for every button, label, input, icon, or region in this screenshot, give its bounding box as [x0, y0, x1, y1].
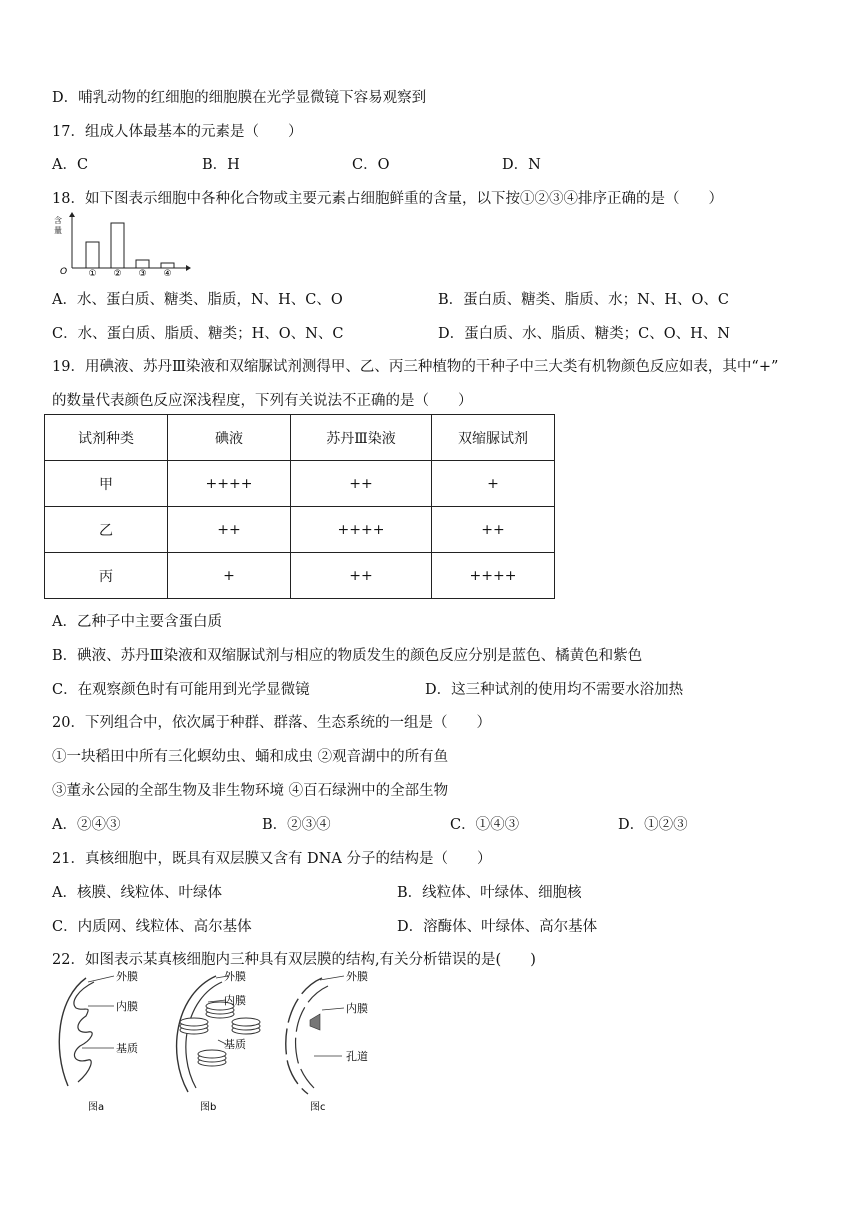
q20-option-a: A．②④③ — [52, 817, 121, 833]
q19-option-b: B．碘液、苏丹Ⅲ染液和双缩脲试剂与相应的物质发生的颜色反应分别是蓝色、橘黄色和紫色 — [52, 648, 643, 664]
q20-option-b: B．②③④ — [262, 817, 331, 833]
q18-option-d: D．蛋白质、水、脂质、糖类；C、O、H、N — [438, 326, 730, 342]
table-row — [45, 461, 555, 507]
nuclear-pore-marker — [310, 1014, 320, 1030]
q21-option-a: A．核膜、线粒体、叶绿体 — [52, 885, 222, 901]
q18-bar-chart — [52, 212, 192, 278]
table-cell: + — [432, 461, 555, 507]
chart-bar-1 — [86, 242, 99, 268]
q20-items-3-4: ③董永公园的全部生物及非生物环境 ④百石绿洲中的全部生物 — [52, 783, 449, 799]
q21-option-b: B．线粒体、叶绿体、细胞核 — [397, 885, 582, 901]
label-inner: 内膜 — [116, 1000, 138, 1013]
q17-option-c: C．O — [352, 157, 390, 173]
chart-ylabel-bottom: 量 — [54, 226, 62, 235]
q20-option-d: D．①②③ — [618, 817, 688, 833]
table-cell: ++++ — [291, 507, 432, 553]
table-row — [45, 507, 555, 553]
q22-figure — [48, 968, 388, 1116]
figure-b-chloroplast — [177, 969, 260, 1113]
table-cell: ++++ — [168, 461, 291, 507]
chart-category-label-1: ① — [88, 269, 97, 278]
q19-option-d: D．这三种试剂的使用均不需要水浴加热 — [425, 682, 684, 698]
q17-option-b: B．H — [202, 157, 240, 173]
label-outer: 外膜 — [346, 970, 368, 983]
q18-option-c: C．水、蛋白质、脂质、糖类；H、O、N、C — [52, 326, 344, 342]
table-header-cell: 双缩脲试剂 — [432, 415, 555, 461]
label-inner: 内膜 — [224, 994, 246, 1007]
leader-line — [88, 976, 114, 982]
table-cell: ++ — [291, 553, 432, 599]
table-cell: ++++ — [432, 553, 555, 599]
caption-a: 图a — [88, 1102, 105, 1113]
q19-stem-line1: 19．用碘液、苏丹Ⅲ染液和双缩脲试剂测得甲、乙、丙三种植物的干种子中三大类有机物颜色反应如表，其中“+” — [52, 359, 779, 375]
caption-c: 图c — [310, 1102, 326, 1113]
q19-option-a: A．乙种子中主要含蛋白质 — [52, 614, 222, 630]
q21-stem: 21．真核细胞中，既具有双层膜又含有 DNA 分子的结构是（ ） — [52, 851, 492, 867]
q21-option-d: D．溶酶体、叶绿体、高尔基体 — [397, 919, 598, 935]
leader-line — [322, 1008, 344, 1010]
table-cell: ++ — [168, 507, 291, 553]
q17-option-d: D．N — [502, 157, 541, 173]
table-cell: ++ — [291, 461, 432, 507]
chloro-inner-membrane — [186, 982, 222, 1088]
label-matrix: 基质 — [116, 1042, 138, 1055]
figure-a-mitochondrion — [59, 969, 138, 1113]
q16-option-d: D．哺乳动物的红细胞的细胞膜在光学显微镜下容易观察到 — [52, 90, 427, 106]
table-header-cell: 碘液 — [168, 415, 291, 461]
label-inner: 内膜 — [346, 1002, 368, 1015]
chart-category-label-4: ④ — [163, 269, 172, 278]
nucleus-inner-membrane — [296, 986, 328, 1088]
chart-bar-4 — [161, 263, 174, 268]
table-cell: ++ — [432, 507, 555, 553]
q17-stem: 17．组成人体最基本的元素是（ ） — [52, 124, 303, 140]
figure-c-nuclear-envelope — [286, 969, 368, 1113]
chart-category-label-2: ② — [113, 269, 122, 278]
q19-table — [44, 414, 555, 599]
label-outer: 外膜 — [224, 970, 246, 983]
q20-option-c: C．①④③ — [450, 817, 520, 833]
q18-stem: 18．如下图表示细胞中各种化合物或主要元素占细胞鲜重的含量，以下按①②③④排序正确的是（ ） — [52, 191, 723, 207]
table-header-cell: 苏丹Ⅲ染液 — [291, 415, 432, 461]
chart-x-arrow — [186, 265, 191, 271]
table-header-row — [45, 415, 555, 461]
table-cell: 丙 — [45, 553, 168, 599]
table-row — [45, 553, 555, 599]
q18-option-b: B．蛋白质、糖类、脂质、水；N、H、O、C — [438, 292, 729, 308]
chart-origin: O — [60, 267, 68, 277]
mito-inner-membrane — [74, 982, 94, 1082]
label-outer: 外膜 — [116, 970, 138, 983]
table-cell: 甲 — [45, 461, 168, 507]
label-matrix: 基质 — [224, 1038, 246, 1051]
chart-y-arrow — [69, 212, 75, 217]
q20-stem: 20．下列组合中，依次属于种群、群落、生态系统的一组是（ ） — [52, 715, 491, 731]
leader-line — [320, 976, 344, 980]
q18-option-a: A．水、蛋白质、糖类、脂质，N、H、C、O — [52, 292, 343, 308]
label-pore: 孔道 — [346, 1050, 368, 1063]
grana — [180, 1002, 260, 1066]
q17-option-a: A．C — [52, 157, 89, 173]
q19-stem-line2: 的数量代表颜色反应深浅程度，下列有关说法不正确的是（ ） — [52, 393, 473, 409]
chart-bar-3 — [136, 260, 149, 268]
caption-b: 图b — [200, 1102, 217, 1113]
q20-items-1-2: ①一块稻田中所有三化螟幼虫、蛹和成虫 ②观音湖中的所有鱼 — [52, 749, 449, 765]
q22-stem: 22．如图表示某真核细胞内三种具有双层膜的结构,有关分析错误的是( ) — [52, 952, 536, 968]
q21-option-c: C．内质网、线粒体、高尔基体 — [52, 919, 252, 935]
q19-option-c: C．在观察颜色时有可能用到光学显微镜 — [52, 682, 310, 698]
chart-ylabel-top: 含 — [54, 216, 62, 225]
chart-bar-2 — [111, 223, 124, 268]
table-cell: 乙 — [45, 507, 168, 553]
chart-category-label-3: ③ — [138, 269, 147, 278]
table-header-cell: 试剂种类 — [45, 415, 168, 461]
table-cell: + — [168, 553, 291, 599]
nucleus-outer-membrane — [286, 978, 322, 1094]
